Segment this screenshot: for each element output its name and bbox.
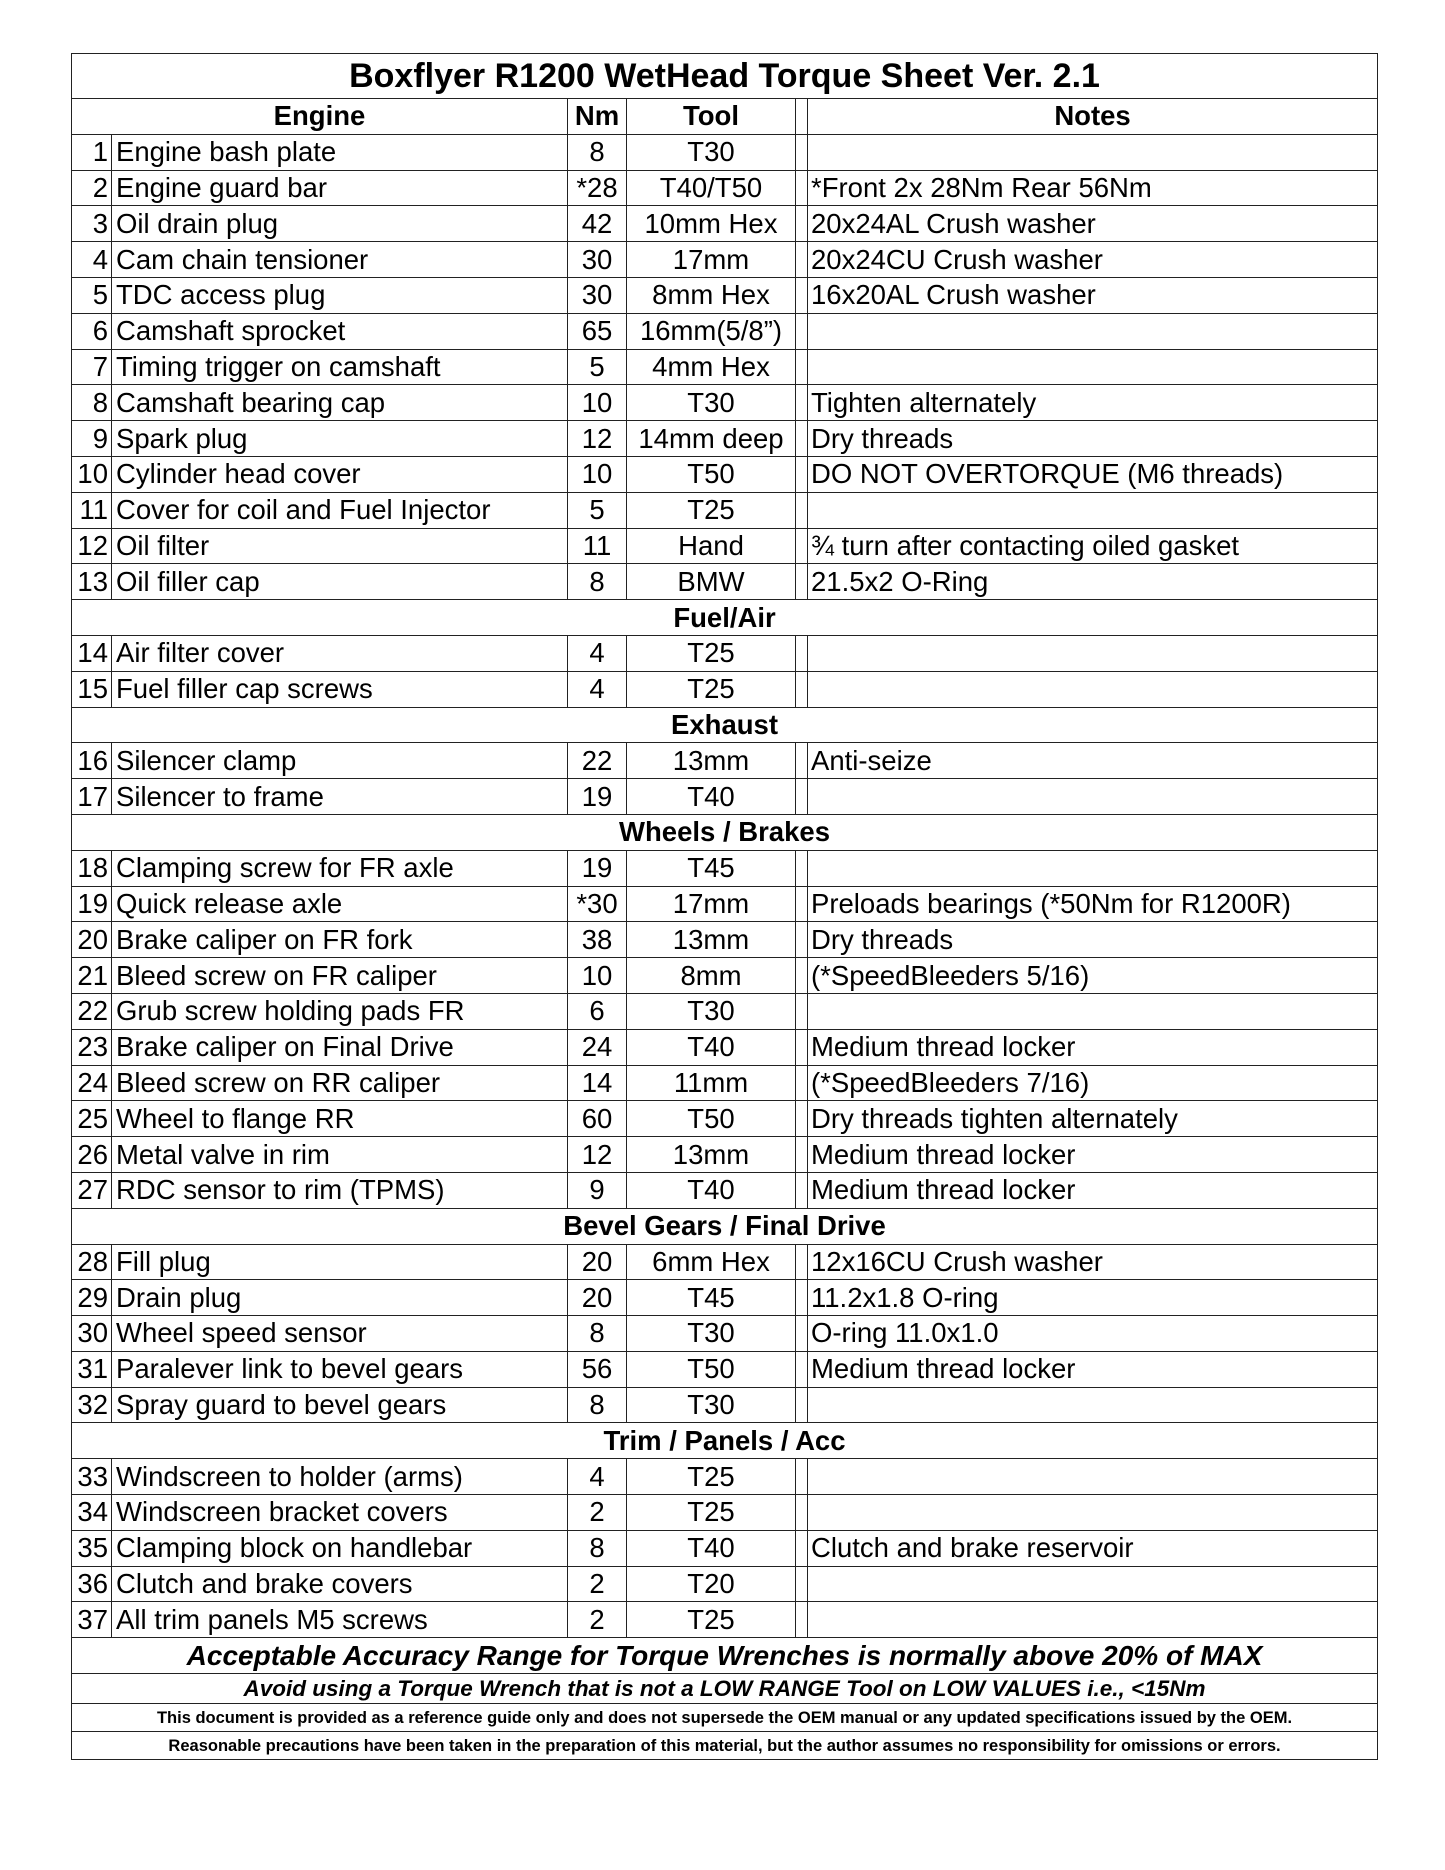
torque-value: 8 — [568, 134, 627, 170]
table-row — [72, 1387, 1378, 1423]
torque-value: 9 — [568, 1172, 627, 1208]
torque-value: 2 — [568, 1602, 627, 1638]
note-text: Tighten alternately — [808, 385, 1378, 421]
row-number: 20 — [72, 922, 112, 958]
note-text: Clutch and brake reservoir — [808, 1530, 1378, 1566]
torque-sheet-body — [72, 54, 1378, 1760]
part-name: Fill plug — [112, 1244, 568, 1280]
table-row — [72, 958, 1378, 994]
spacer-cell — [796, 1244, 808, 1280]
note-text: *Front 2x 28Nm Rear 56Nm — [808, 170, 1378, 206]
torque-value: 22 — [568, 743, 627, 779]
spacer-cell — [796, 385, 808, 421]
tool-name: Hand — [627, 528, 796, 564]
torque-value: 4 — [568, 635, 627, 671]
table-row — [72, 922, 1378, 958]
tool-name: T25 — [627, 635, 796, 671]
table-row — [72, 1137, 1378, 1173]
row-number: 7 — [72, 349, 112, 385]
tool-name: 13mm — [627, 1137, 796, 1173]
row-number: 2 — [72, 170, 112, 206]
torque-value: 4 — [568, 1459, 627, 1495]
note-text: 20x24CU Crush washer — [808, 242, 1378, 278]
tool-name: T30 — [627, 1316, 796, 1352]
torque-value: 60 — [568, 1101, 627, 1137]
tool-name: T40 — [627, 1172, 796, 1208]
table-row — [72, 1316, 1378, 1352]
tool-name: T30 — [627, 134, 796, 170]
table-row — [72, 277, 1378, 313]
part-name: Cover for coil and Fuel Injector — [112, 492, 568, 528]
note-text — [808, 134, 1378, 170]
note-text: 16x20AL Crush washer — [808, 277, 1378, 313]
tool-name: 17mm — [627, 886, 796, 922]
torque-value: *28 — [568, 170, 627, 206]
table-row — [72, 564, 1378, 600]
torque-value: 10 — [568, 456, 627, 492]
row-number: 28 — [72, 1244, 112, 1280]
table-row — [72, 313, 1378, 349]
note-text — [808, 313, 1378, 349]
spacer-cell — [796, 134, 808, 170]
footer-row — [72, 1732, 1378, 1760]
table-row — [72, 743, 1378, 779]
spacer-cell — [796, 1387, 808, 1423]
torque-value: 2 — [568, 1566, 627, 1602]
spacer-cell — [796, 170, 808, 206]
spacer-cell — [796, 886, 808, 922]
spacer-cell — [796, 1316, 808, 1352]
table-row — [72, 635, 1378, 671]
note-text — [808, 1459, 1378, 1495]
table-row — [72, 850, 1378, 886]
note-text: Anti-seize — [808, 743, 1378, 779]
part-name: Clamping block on handlebar — [112, 1530, 568, 1566]
spacer-cell — [796, 492, 808, 528]
section-header-row — [72, 814, 1378, 850]
spacer-cell — [796, 313, 808, 349]
part-name: Oil filter — [112, 528, 568, 564]
spacer-cell — [796, 1602, 808, 1638]
row-number: 26 — [72, 1137, 112, 1173]
tool-name: 14mm deep — [627, 421, 796, 457]
spacer-cell — [796, 277, 808, 313]
spacer-cell — [796, 1101, 808, 1137]
part-name: Brake caliper on FR fork — [112, 922, 568, 958]
part-name: Windscreen bracket covers — [112, 1495, 568, 1531]
part-name: Fuel filler cap screws — [112, 671, 568, 707]
column-header-notes: Notes — [808, 99, 1378, 135]
note-text — [808, 993, 1378, 1029]
tool-name: T45 — [627, 850, 796, 886]
note-text — [808, 1566, 1378, 1602]
row-number: 19 — [72, 886, 112, 922]
part-name: Cam chain tensioner — [112, 242, 568, 278]
row-number: 35 — [72, 1530, 112, 1566]
torque-value: 14 — [568, 1065, 627, 1101]
row-number: 12 — [72, 528, 112, 564]
torque-value: 8 — [568, 1316, 627, 1352]
note-text: DO NOT OVERTORQUE (M6 threads) — [808, 456, 1378, 492]
table-row — [72, 456, 1378, 492]
table-row — [72, 1530, 1378, 1566]
torque-value: 8 — [568, 564, 627, 600]
row-number: 32 — [72, 1387, 112, 1423]
spacer-cell — [796, 958, 808, 994]
tool-name: T25 — [627, 1459, 796, 1495]
table-row — [72, 1029, 1378, 1065]
title-row — [72, 54, 1378, 99]
spacer-cell — [796, 1029, 808, 1065]
section-title: Exhaust — [72, 707, 1378, 743]
spacer-cell — [796, 206, 808, 242]
part-name: RDC sensor to rim (TPMS) — [112, 1172, 568, 1208]
spacer-cell — [796, 635, 808, 671]
row-number: 9 — [72, 421, 112, 457]
footer-row — [72, 1704, 1378, 1732]
part-name: Oil drain plug — [112, 206, 568, 242]
row-number: 34 — [72, 1495, 112, 1531]
tool-name: 13mm — [627, 743, 796, 779]
note-text: Dry threads tighten alternately — [808, 1101, 1378, 1137]
part-name: Camshaft bearing cap — [112, 385, 568, 421]
tool-name: T40 — [627, 1029, 796, 1065]
tool-name: 8mm Hex — [627, 277, 796, 313]
row-number: 14 — [72, 635, 112, 671]
part-name: Timing trigger on camshaft — [112, 349, 568, 385]
note-text: Preloads bearings (*50Nm for R1200R) — [808, 886, 1378, 922]
tool-name: T40/T50 — [627, 170, 796, 206]
part-name: Wheel speed sensor — [112, 1316, 568, 1352]
note-text: (*SpeedBleeders 5/16) — [808, 958, 1378, 994]
table-row — [72, 886, 1378, 922]
spacer-cell — [796, 564, 808, 600]
torque-value: 56 — [568, 1351, 627, 1387]
tool-name: T25 — [627, 671, 796, 707]
section-header-row — [72, 600, 1378, 636]
row-number: 4 — [72, 242, 112, 278]
spacer-cell — [796, 456, 808, 492]
tool-name: T50 — [627, 456, 796, 492]
note-text: (*SpeedBleeders 7/16) — [808, 1065, 1378, 1101]
row-number: 10 — [72, 456, 112, 492]
spacer-cell — [796, 528, 808, 564]
spacer-cell — [796, 779, 808, 815]
spacer-cell — [796, 1495, 808, 1531]
part-name: Oil filler cap — [112, 564, 568, 600]
spacer-cell — [796, 1566, 808, 1602]
part-name: Metal valve in rim — [112, 1137, 568, 1173]
row-number: 22 — [72, 993, 112, 1029]
torque-value: 10 — [568, 385, 627, 421]
tool-name: 6mm Hex — [627, 1244, 796, 1280]
torque-value: 42 — [568, 206, 627, 242]
note-text — [808, 671, 1378, 707]
row-number: 33 — [72, 1459, 112, 1495]
note-text: ¾ turn after contacting oiled gasket — [808, 528, 1378, 564]
table-row — [72, 421, 1378, 457]
tool-name: T40 — [627, 779, 796, 815]
spacer-cell — [796, 1172, 808, 1208]
torque-value: 12 — [568, 1137, 627, 1173]
row-number: 1 — [72, 134, 112, 170]
note-text: Dry threads — [808, 421, 1378, 457]
part-name: Wheel to flange RR — [112, 1101, 568, 1137]
disclaimer-liability: Reasonable precautions have been taken in the preparation of this material, but the author assumes no responsibility for omissions or errors. — [72, 1732, 1378, 1760]
part-name: Drain plug — [112, 1280, 568, 1316]
torque-value: 8 — [568, 1530, 627, 1566]
note-text: Medium thread locker — [808, 1172, 1378, 1208]
column-header-tool: Tool — [627, 99, 796, 135]
disclaimer-reference: This document is provided as a reference guide only and does not supersede the OEM manual or any updated specifications issued by the OEM. — [72, 1704, 1378, 1732]
note-text — [808, 850, 1378, 886]
torque-value: 6 — [568, 993, 627, 1029]
section-title: Bevel Gears / Final Drive — [72, 1208, 1378, 1244]
table-row — [72, 779, 1378, 815]
column-header-row — [72, 99, 1378, 135]
tool-name: T45 — [627, 1280, 796, 1316]
note-text: 21.5x2 O-Ring — [808, 564, 1378, 600]
spacer-cell — [796, 922, 808, 958]
note-text — [808, 1387, 1378, 1423]
spacer-cell — [796, 671, 808, 707]
row-number: 13 — [72, 564, 112, 600]
note-text — [808, 492, 1378, 528]
accuracy-note: Acceptable Accuracy Range for Torque Wrenches is normally above 20% of MAX — [72, 1638, 1378, 1674]
note-text — [808, 779, 1378, 815]
note-text: Medium thread locker — [808, 1137, 1378, 1173]
row-number: 36 — [72, 1566, 112, 1602]
torque-value: 2 — [568, 1495, 627, 1531]
footer-row — [72, 1638, 1378, 1674]
tool-name: T25 — [627, 1495, 796, 1531]
note-text — [808, 1495, 1378, 1531]
note-text: Medium thread locker — [808, 1029, 1378, 1065]
part-name: Engine bash plate — [112, 134, 568, 170]
part-name: Silencer clamp — [112, 743, 568, 779]
spacer-cell — [796, 349, 808, 385]
note-text — [808, 1602, 1378, 1638]
spacer-cell — [796, 1065, 808, 1101]
tool-name: 13mm — [627, 922, 796, 958]
table-row — [72, 671, 1378, 707]
section-title: Fuel/Air — [72, 600, 1378, 636]
table-row — [72, 1101, 1378, 1137]
part-name: Quick release axle — [112, 886, 568, 922]
torque-value: 5 — [568, 349, 627, 385]
tool-name: T25 — [627, 1602, 796, 1638]
row-number: 6 — [72, 313, 112, 349]
spacer-cell — [796, 421, 808, 457]
torque-value: 19 — [568, 850, 627, 886]
column-header-nm: Nm — [568, 99, 627, 135]
tool-name: 17mm — [627, 242, 796, 278]
torque-value: 38 — [568, 922, 627, 958]
table-row — [72, 206, 1378, 242]
table-row — [72, 1351, 1378, 1387]
section-title: Wheels / Brakes — [72, 814, 1378, 850]
table-row — [72, 492, 1378, 528]
torque-value: 8 — [568, 1387, 627, 1423]
section-header-row — [72, 707, 1378, 743]
footer-row — [72, 1674, 1378, 1704]
low-range-warning: Avoid using a Torque Wrench that is not a LOW RANGE Tool on LOW VALUES i.e., <15Nm — [72, 1674, 1378, 1704]
table-row — [72, 1244, 1378, 1280]
row-number: 37 — [72, 1602, 112, 1638]
table-row — [72, 1495, 1378, 1531]
table-row — [72, 170, 1378, 206]
part-name: Spray guard to bevel gears — [112, 1387, 568, 1423]
spacer-cell — [796, 242, 808, 278]
torque-value: 19 — [568, 779, 627, 815]
table-row — [72, 349, 1378, 385]
part-name: All trim panels M5 screws — [112, 1602, 568, 1638]
table-row — [72, 242, 1378, 278]
row-number: 30 — [72, 1316, 112, 1352]
part-name: Windscreen to holder (arms) — [112, 1459, 568, 1495]
section-header-row — [72, 1423, 1378, 1459]
spacer-cell — [796, 1530, 808, 1566]
torque-value: 20 — [568, 1280, 627, 1316]
part-name: Clamping screw for FR axle — [112, 850, 568, 886]
tool-name: 10mm Hex — [627, 206, 796, 242]
spacer-cell — [796, 850, 808, 886]
spacer-cell — [796, 1137, 808, 1173]
part-name: Bleed screw on FR caliper — [112, 958, 568, 994]
torque-value: 30 — [568, 277, 627, 313]
row-number: 5 — [72, 277, 112, 313]
table-row — [72, 385, 1378, 421]
tool-name: T25 — [627, 492, 796, 528]
section-title: Trim / Panels / Acc — [72, 1423, 1378, 1459]
spacer-cell — [796, 99, 808, 135]
table-row — [72, 1065, 1378, 1101]
part-name: Air filter cover — [112, 635, 568, 671]
note-text — [808, 635, 1378, 671]
section-header-row — [72, 1208, 1378, 1244]
torque-value: 30 — [568, 242, 627, 278]
part-name: Engine guard bar — [112, 170, 568, 206]
torque-value: *30 — [568, 886, 627, 922]
row-number: 29 — [72, 1280, 112, 1316]
tool-name: T50 — [627, 1351, 796, 1387]
table-row — [72, 528, 1378, 564]
table-row — [72, 1459, 1378, 1495]
tool-name: T20 — [627, 1566, 796, 1602]
torque-value: 24 — [568, 1029, 627, 1065]
row-number: 11 — [72, 492, 112, 528]
note-text: Dry threads — [808, 922, 1378, 958]
part-name: Silencer to frame — [112, 779, 568, 815]
tool-name: T30 — [627, 1387, 796, 1423]
tool-name: 8mm — [627, 958, 796, 994]
tool-name: 4mm Hex — [627, 349, 796, 385]
row-number: 24 — [72, 1065, 112, 1101]
table-row — [72, 1602, 1378, 1638]
note-text: 12x16CU Crush washer — [808, 1244, 1378, 1280]
row-number: 17 — [72, 779, 112, 815]
part-name: Spark plug — [112, 421, 568, 457]
row-number: 31 — [72, 1351, 112, 1387]
table-row — [72, 1280, 1378, 1316]
row-number: 8 — [72, 385, 112, 421]
tool-name: T30 — [627, 993, 796, 1029]
torque-value: 65 — [568, 313, 627, 349]
row-number: 21 — [72, 958, 112, 994]
table-row — [72, 1566, 1378, 1602]
part-name: Clutch and brake covers — [112, 1566, 568, 1602]
tool-name: BMW — [627, 564, 796, 600]
spacer-cell — [796, 1459, 808, 1495]
note-text: 11.2x1.8 O-ring — [808, 1280, 1378, 1316]
table-row — [72, 993, 1378, 1029]
torque-value: 11 — [568, 528, 627, 564]
part-name: Brake caliper on Final Drive — [112, 1029, 568, 1065]
spacer-cell — [796, 1280, 808, 1316]
torque-value: 5 — [568, 492, 627, 528]
tool-name: T30 — [627, 385, 796, 421]
tool-name: 16mm(5/8”) — [627, 313, 796, 349]
row-number: 25 — [72, 1101, 112, 1137]
spacer-cell — [796, 743, 808, 779]
tool-name: T40 — [627, 1530, 796, 1566]
row-number: 18 — [72, 850, 112, 886]
row-number: 23 — [72, 1029, 112, 1065]
torque-value: 10 — [568, 958, 627, 994]
tool-name: 11mm — [627, 1065, 796, 1101]
sheet-title: Boxflyer R1200 WetHead Torque Sheet Ver. 2.1 — [72, 54, 1378, 99]
torque-value: 12 — [568, 421, 627, 457]
torque-value: 20 — [568, 1244, 627, 1280]
torque-sheet-table — [71, 53, 1378, 1760]
note-text — [808, 349, 1378, 385]
table-row — [72, 134, 1378, 170]
row-number: 16 — [72, 743, 112, 779]
note-text: Medium thread locker — [808, 1351, 1378, 1387]
row-number: 3 — [72, 206, 112, 242]
spacer-cell — [796, 1351, 808, 1387]
tool-name: T50 — [627, 1101, 796, 1137]
part-name: Grub screw holding pads FR — [112, 993, 568, 1029]
part-name: Paralever link to bevel gears — [112, 1351, 568, 1387]
torque-value: 4 — [568, 671, 627, 707]
row-number: 27 — [72, 1172, 112, 1208]
part-name: Cylinder head cover — [112, 456, 568, 492]
note-text: 20x24AL Crush washer — [808, 206, 1378, 242]
spacer-cell — [796, 993, 808, 1029]
part-name: Bleed screw on RR caliper — [112, 1065, 568, 1101]
note-text: O-ring 11.0x1.0 — [808, 1316, 1378, 1352]
row-number: 15 — [72, 671, 112, 707]
column-header-part: Engine — [72, 99, 568, 135]
part-name: TDC access plug — [112, 277, 568, 313]
table-row — [72, 1172, 1378, 1208]
part-name: Camshaft sprocket — [112, 313, 568, 349]
